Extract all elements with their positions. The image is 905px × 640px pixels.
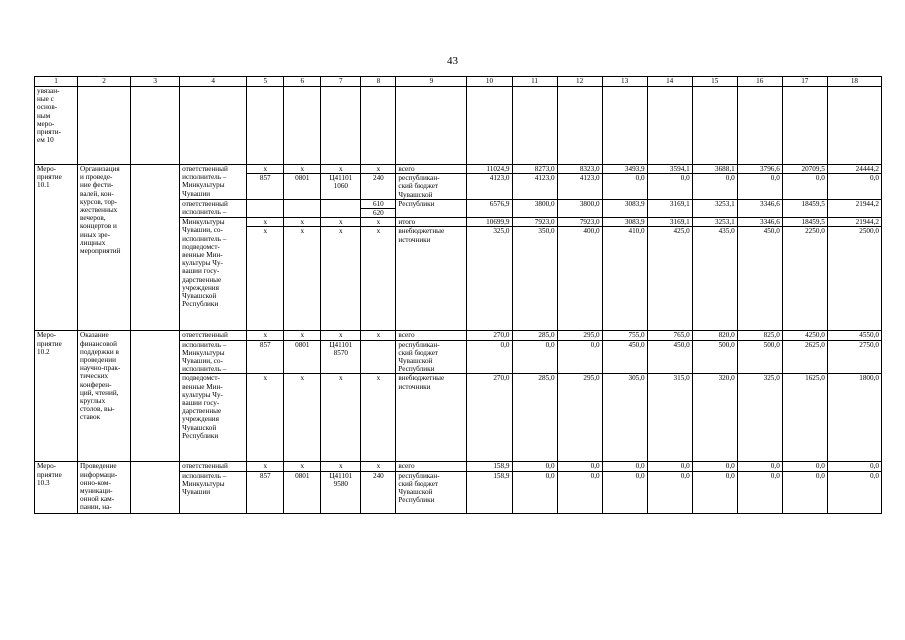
value-cell-col11: 0,0	[512, 462, 557, 471]
value-cell-col18: 4550,0	[827, 331, 881, 340]
value-cell-col13: 0,0	[602, 462, 647, 471]
header-cell-8: 8	[361, 77, 396, 87]
value-cell-col12: 295,0	[557, 374, 602, 462]
value-cell-col18: 2500,0	[827, 227, 881, 331]
value-cell-col14: 0,0	[647, 174, 692, 200]
header-cell-18: 18	[827, 77, 881, 87]
value-cell-col14: 450,0	[647, 340, 692, 374]
value-cell-col15: 320,0	[692, 374, 737, 462]
cell: x	[284, 227, 321, 331]
header-cell-3: 3	[131, 77, 180, 87]
cell: 240	[361, 174, 396, 200]
value-cell-col18: 0,0	[827, 462, 881, 471]
value-cell-col15: 435,0	[692, 227, 737, 331]
value-cell-col13: 450,0	[602, 340, 647, 374]
cell: всего	[396, 165, 467, 174]
cell: Республики	[396, 199, 467, 217]
value-cell-col10: 270,0	[467, 331, 512, 340]
value-cell-col13: 3083,9	[602, 199, 647, 217]
value-cell-col17: 20709,5	[782, 165, 827, 174]
cell: внебюджетные источники	[396, 227, 467, 331]
m101-total-row	[35, 165, 882, 174]
cell: Ц41101 9580	[321, 471, 361, 513]
header-cell-11: 11	[512, 77, 557, 87]
m103-responsible-1: ответственный	[180, 462, 247, 471]
value-cell-col14: 425,0	[647, 227, 692, 331]
value-cell-col14: 3169,1	[647, 199, 692, 217]
value-cell-col17: 2625,0	[782, 340, 827, 374]
value-cell-col17: 0,0	[782, 471, 827, 513]
value-cell-col16: 3346,6	[737, 199, 782, 217]
value-cell-col10: 270,0	[467, 374, 512, 462]
m102-title: Оказание финансовой поддержки в проведении научно-прак- тических конферен- ций, чтений, круглых столов, вы- ставок	[78, 331, 131, 462]
cell: x	[361, 374, 396, 462]
value-cell-col14: 0,0	[647, 471, 692, 513]
m102-code: Меро- приятие 10.2	[35, 331, 78, 462]
cell: 240	[361, 471, 396, 513]
cell: x	[361, 165, 396, 174]
cell: x	[321, 165, 361, 174]
header-cell-7: 7	[321, 77, 361, 87]
cell: республикан- ский бюджет Чувашской Республики	[396, 471, 467, 513]
cell: x	[284, 462, 321, 471]
cell: 857	[247, 340, 284, 374]
value-cell-col15: 3253,1	[692, 199, 737, 217]
cell: внебюджетные источники	[396, 374, 467, 462]
value-cell-col15: 0,0	[692, 471, 737, 513]
header-cell-15: 15	[692, 77, 737, 87]
cell: x	[321, 227, 361, 331]
value-cell-col10: 11024,9	[467, 165, 512, 174]
value-cell-col15: 3688,1	[692, 165, 737, 174]
cell: 857	[247, 174, 284, 200]
cell: x	[321, 218, 361, 227]
value-cell-col16: 3796,6	[737, 165, 782, 174]
continuation-row	[35, 87, 882, 165]
value-cell-col16: 0,0	[737, 174, 782, 200]
value-cell-col11: 285,0	[512, 331, 557, 340]
value-cell-col17: 1625,0	[782, 374, 827, 462]
header-cell-4: 4	[180, 77, 247, 87]
value-cell-col17: 18459,5	[782, 199, 827, 217]
continuation-label: увязан- ные с основ- ным меро- прияти- ем 10	[35, 87, 78, 165]
cell: 620	[361, 209, 396, 218]
value-cell-col12: 3800,0	[557, 199, 602, 217]
value-cell-col13: 410,0	[602, 227, 647, 331]
value-cell-col11: 8273,0	[512, 165, 557, 174]
cell: x	[321, 462, 361, 471]
cell: x	[361, 218, 396, 227]
m101-code: Меро- приятие 10.1	[35, 165, 78, 331]
value-cell-col18: 24444,2	[827, 165, 881, 174]
value-cell-col13: 0,0	[602, 471, 647, 513]
value-cell-col14: 3169,1	[647, 218, 692, 227]
value-cell-col14: 765,0	[647, 331, 692, 340]
cell: x	[247, 218, 284, 227]
value-cell-col17: 2250,0	[782, 227, 827, 331]
value-cell-col10: 4123,0	[467, 174, 512, 200]
header-cell-6: 6	[284, 77, 321, 87]
value-cell-col15: 820,0	[692, 331, 737, 340]
cell: x	[321, 331, 361, 340]
page-number: 43	[447, 55, 458, 67]
value-cell-col16: 825,0	[737, 331, 782, 340]
header-cell-13: 13	[602, 77, 647, 87]
value-cell-col12: 400,0	[557, 227, 602, 331]
value-cell-col12: 0,0	[557, 471, 602, 513]
value-cell-col17: 0,0	[782, 462, 827, 471]
value-cell-col10: 158,9	[467, 471, 512, 513]
value-cell-col16: 0,0	[737, 471, 782, 513]
cell: всего	[396, 462, 467, 471]
cell: x	[247, 331, 284, 340]
value-cell-col10: 158,9	[467, 462, 512, 471]
value-cell-col18: 1800,0	[827, 374, 881, 462]
m101-responsible-2: ответственный исполнитель –	[180, 199, 247, 217]
cell: x	[284, 374, 321, 462]
value-cell-col11: 4123,0	[512, 174, 557, 200]
cell: x	[361, 462, 396, 471]
value-cell-col15: 0,0	[692, 462, 737, 471]
cell: x	[321, 374, 361, 462]
header-cell-12: 12	[557, 77, 602, 87]
cell: 0801	[284, 340, 321, 374]
value-cell-col10: 10699,9	[467, 218, 512, 227]
cell: x	[284, 331, 321, 340]
value-cell-col11: 285,0	[512, 374, 557, 462]
value-cell-col16: 325,0	[737, 374, 782, 462]
value-cell-col13: 305,0	[602, 374, 647, 462]
value-cell-col13: 3493,9	[602, 165, 647, 174]
value-cell-col12: 0,0	[557, 340, 602, 374]
cell: 0801	[284, 174, 321, 200]
value-cell-col17: 0,0	[782, 174, 827, 200]
value-cell-col14: 0,0	[647, 462, 692, 471]
value-cell-col12: 7923,0	[557, 218, 602, 227]
cell: x	[247, 374, 284, 462]
cell: Ц41101 8570	[321, 340, 361, 374]
cell: республикан- ский бюджет Чувашской Республики	[396, 340, 467, 374]
value-cell-col13: 755,0	[602, 331, 647, 340]
value-cell-col13: 0,0	[602, 174, 647, 200]
m103-title: Проведение информаци- онно-ком- муникаци- онной кам- пании, на-	[78, 462, 131, 513]
m102-total-row	[35, 331, 882, 340]
m103-total-row	[35, 462, 882, 471]
value-cell-col18: 2750,0	[827, 340, 881, 374]
cell: x	[284, 165, 321, 174]
cell	[361, 340, 396, 374]
m101-responsible-3: Минкультуры Чувашии, со- исполнитель – подведомст- венные Мин- культуры Чу- вашии госу- дарственные учреждения Чувашской Республики	[180, 218, 247, 331]
cell: x	[361, 227, 396, 331]
value-cell-col10: 0,0	[467, 340, 512, 374]
header-cell-16: 16	[737, 77, 782, 87]
cell: x	[247, 165, 284, 174]
value-cell-col10: 6576,9	[467, 199, 512, 217]
value-cell-col15: 500,0	[692, 340, 737, 374]
cell: республикан- ский бюджет Чувашской	[396, 174, 467, 200]
value-cell-col10: 325,0	[467, 227, 512, 331]
value-cell-col18: 0,0	[827, 174, 881, 200]
value-cell-col11: 7923,0	[512, 218, 557, 227]
value-cell-col12: 295,0	[557, 331, 602, 340]
value-cell-col15: 3253,1	[692, 218, 737, 227]
cell: x	[247, 227, 284, 331]
header-row	[35, 77, 882, 87]
value-cell-col15: 0,0	[692, 174, 737, 200]
cell: x	[247, 462, 284, 471]
value-cell-col14: 315,0	[647, 374, 692, 462]
header-cell-9: 9	[396, 77, 467, 87]
value-cell-col17: 18459,5	[782, 218, 827, 227]
value-cell-col18: 0,0	[827, 471, 881, 513]
header-cell-2: 2	[78, 77, 131, 87]
value-cell-col11: 0,0	[512, 340, 557, 374]
cell: итого	[396, 218, 467, 227]
value-cell-col11: 0,0	[512, 471, 557, 513]
header-cell-1: 1	[35, 77, 78, 87]
value-cell-col12: 8323,0	[557, 165, 602, 174]
value-cell-col11: 3800,0	[512, 199, 557, 217]
m102-responsible-2: исполнитель – Минкультуры Чувашии, со- исполнитель –	[180, 340, 247, 374]
value-cell-col17: 4250,0	[782, 331, 827, 340]
cell: 610	[361, 199, 396, 208]
value-cell-col16: 450,0	[737, 227, 782, 331]
value-cell-col12: 4123,0	[557, 174, 602, 200]
value-cell-col16: 500,0	[737, 340, 782, 374]
m101-responsible-1: ответственный исполнитель – Минкультуры Чувашии	[180, 165, 247, 200]
cell: всего	[396, 331, 467, 340]
header-cell-5: 5	[247, 77, 284, 87]
value-cell-col18: 21944,2	[827, 218, 881, 227]
cell: x	[284, 218, 321, 227]
cell: x	[361, 331, 396, 340]
header-cell-14: 14	[647, 77, 692, 87]
value-cell-col16: 3346,6	[737, 218, 782, 227]
value-cell-col11: 350,0	[512, 227, 557, 331]
m103-responsible-2: исполнитель – Минкультуры Чувашии	[180, 471, 247, 513]
header-cell-10: 10	[467, 77, 512, 87]
m102-responsible-1: ответственный	[180, 331, 247, 340]
budget-table	[34, 76, 882, 514]
cell: 857	[247, 471, 284, 513]
cell: Ц41101 1060	[321, 174, 361, 200]
m103-code: Меро- приятие 10.3	[35, 462, 78, 513]
m102-responsible-3: подведомст- венные Мин- культуры Чу- вашии госу- дарственные учреждения Чувашской Республики	[180, 374, 247, 462]
m101-title: Организация и проведе- ние фести- валей, кон- курсов, тор- жественных вечеров, концертов и иных зре- лищных мероприятий	[78, 165, 131, 331]
value-cell-col18: 21944,2	[827, 199, 881, 217]
cell: 0801	[284, 471, 321, 513]
value-cell-col13: 3083,9	[602, 218, 647, 227]
header-cell-17: 17	[782, 77, 827, 87]
value-cell-col12: 0,0	[557, 462, 602, 471]
value-cell-col16: 0,0	[737, 462, 782, 471]
value-cell-col14: 3594,1	[647, 165, 692, 174]
